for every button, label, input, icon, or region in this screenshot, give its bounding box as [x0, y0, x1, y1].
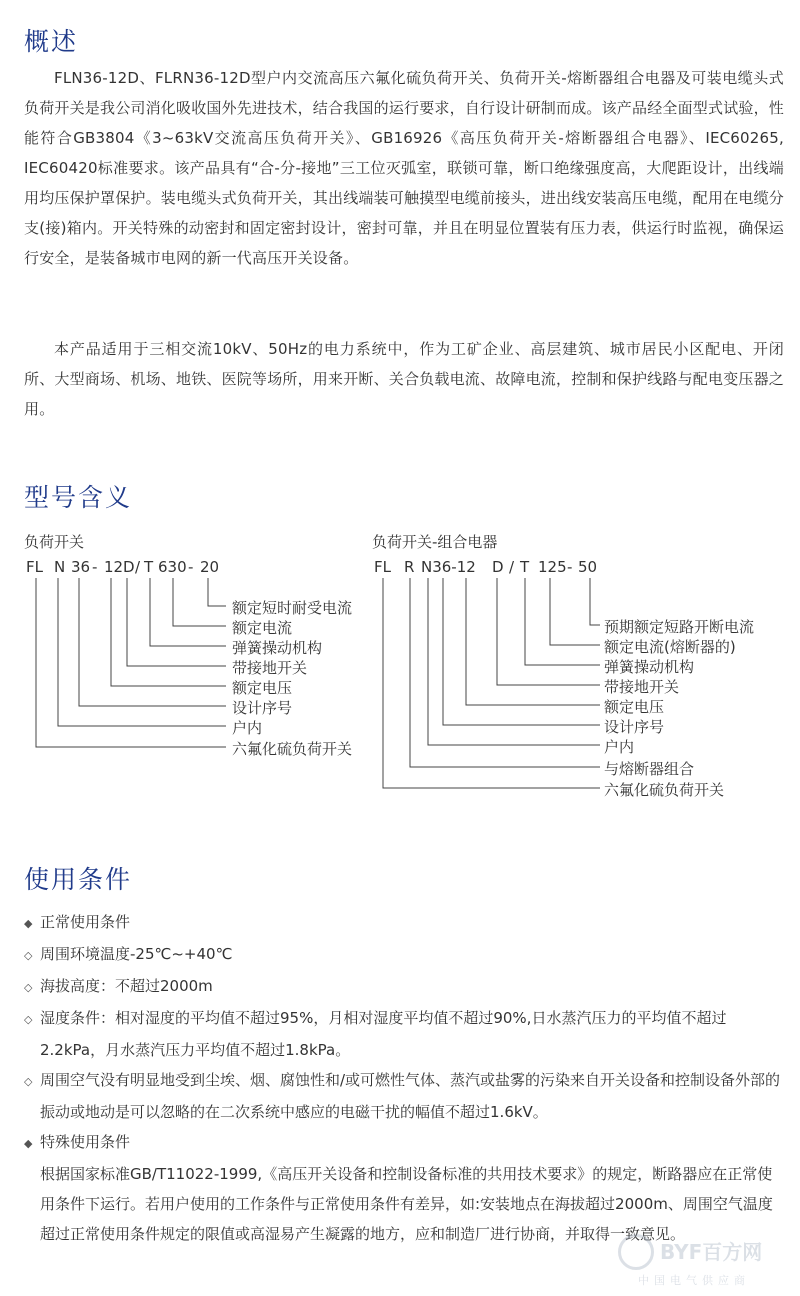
overview-paragraph-2: 本产品适用于三相交流10kV、50Hz的电力系统中，作为工矿企业、高层建筑、城市居民小区配电、开闭所、大型商场、机场、地铁、医院等场所，用来开断、关合负载电流、故障电流，控制和保护线路与配电变压器之用。 [24, 340, 785, 418]
diamond-outline-icon: ◇ [24, 981, 33, 994]
condition-item: ◇ 海拔高度：不超过2000m [24, 971, 784, 1003]
right-diagram-title: 负荷开关-组合电器 [372, 533, 498, 551]
right-desc-sf6-switch: 六氟化硫负荷开关 [604, 781, 725, 799]
right-desc-breaking-current: 预期额定短路开断电流 [604, 618, 755, 636]
code-36: 36 [71, 558, 91, 576]
overview-heading: 概述 [24, 27, 79, 56]
model-heading: 型号含义 [24, 483, 133, 512]
overview-paragraph-1: FLN36-12D、FLRN36-12D型户内交流高压六氟化硫负荷开关、负荷开关-熔断器组合电器及可装电缆头式负荷开关是我公司消化吸收国外先进技术，结合我国的运行要求，自行设计研制而成。该产品经全面型式试验，性能符合GB3804《3~63kV交流高压负荷开关》、GB16926《高压负荷开关-熔断器组合电器》、IEC60265, IEC60420标准要求。该产品具有“合-分-接地”三工位灭弧室，联锁可靠，断口绝缘强度高，大爬距设计，出线端用均压保护罩保护。装电缆头式负荷开关，其出线端装可触摸型电缆前接头，进出线安装高压电缆，配用在电缆分支(接)箱内。开关特殊的动密封和固定密封设计，密封可靠，并且在明显位置装有压力表，供运行时监视，确保运行安全，是装备城市电网的新一代高压开关设备。 [24, 69, 785, 267]
left-desc-spring-mechanism: 弹簧操动机构 [232, 639, 323, 657]
normal-conditions-title: ◆ 正常使用条件 [24, 907, 784, 939]
code-20: 20 [200, 558, 220, 576]
watermark-brand: BYF百方网 [660, 1240, 763, 1264]
code-fl: FL [374, 558, 391, 576]
watermark-tagline: 中国电气供应商 [638, 1274, 750, 1287]
watermark [618, 1230, 788, 1290]
code-t: T [144, 558, 154, 576]
code-t: T [520, 558, 530, 576]
code-dash: - [567, 558, 573, 576]
code-fl: FL [26, 558, 43, 576]
left-desc-short-time-current: 额定短时耐受电流 [232, 599, 353, 617]
left-desc-sf6-switch: 六氟化硫负荷开关 [232, 740, 353, 758]
left-diagram-title: 负荷开关 [24, 533, 85, 551]
right-desc-fuse-combination: 与熔断器组合 [604, 760, 695, 778]
diamond-outline-icon: ◇ [24, 1013, 33, 1026]
diamond-outline-icon: ◇ [24, 949, 33, 962]
code-12: 12 [104, 558, 124, 576]
left-desc-earthing-switch: 带接地开关 [232, 659, 308, 677]
code-dash: - [92, 558, 98, 576]
right-desc-rated-voltage: 额定电压 [604, 698, 665, 716]
code-d: D [123, 558, 135, 576]
code-n: N [54, 558, 66, 576]
conditions-heading: 使用条件 [24, 865, 133, 894]
condition-item: ◇ 周围环境温度-25℃~+40℃ [24, 939, 784, 971]
code-slash: / [509, 558, 515, 576]
left-desc-rated-current: 额定电流 [232, 619, 293, 637]
condition-item: ◇ 湿度条件：相对湿度的平均值不超过95%，月相对湿度平均值不超过90%,日水蒸汽压力的平均值不超过2.2kPa，月水蒸汽压力平均值不超过1.8kPa。 [24, 1003, 784, 1065]
right-desc-spring-mechanism: 弹簧操动机构 [604, 658, 695, 676]
code-r: R [404, 558, 415, 576]
condition-item: ◇ 周围空气没有明显地受到尘埃、烟、腐蚀性和/或可燃性气体、蒸汽或盐雾的污染来自开关设备和控制设备外部的振动或地动是可以忽略的在二次系统中感应的电磁干扰的幅值不超过1.6kV。 [24, 1065, 784, 1127]
left-desc-indoor: 户内 [232, 719, 263, 737]
code-slash: / [135, 558, 141, 576]
left-desc-design-serial: 设计序号 [232, 699, 293, 717]
diamond-outline-icon: ◇ [24, 1075, 33, 1088]
special-conditions-text: 根据国家标准GB/T11022-1999,《高压开关设备和控制设备标准的共用技术要求》的规定，断路器应在正常使用条件下运行。若用户使用的工作条件与正常使用条件有差异，如:安装地点在海拔超过2000m、周围空气温度超过正常使用条件规定的限值或高湿易产生凝露的地方，应和制造厂进行协商，并取得一致意见。 [40, 1165, 773, 1243]
code-630: 630 [158, 558, 187, 576]
left-desc-rated-voltage: 额定电压 [232, 679, 293, 697]
right-desc-fuse-rated-current: 额定电流(熔断器的) [604, 638, 736, 656]
code-125: 125 [538, 558, 567, 576]
brand-logo-icon [618, 1234, 654, 1270]
right-desc-earthing-switch: 带接地开关 [604, 678, 680, 696]
code-n36-12: N36-12 [421, 558, 476, 576]
diamond-filled-icon: ◆ [24, 917, 33, 930]
code-dash: - [188, 558, 194, 576]
diamond-filled-icon: ◆ [24, 1137, 33, 1150]
code-50: 50 [578, 558, 598, 576]
code-d: D [492, 558, 504, 576]
special-conditions-title: ◆ 特殊使用条件 [24, 1127, 784, 1159]
right-desc-indoor: 户内 [604, 738, 635, 756]
right-desc-design-serial: 设计序号 [604, 718, 665, 736]
conditions-list [24, 907, 784, 1249]
